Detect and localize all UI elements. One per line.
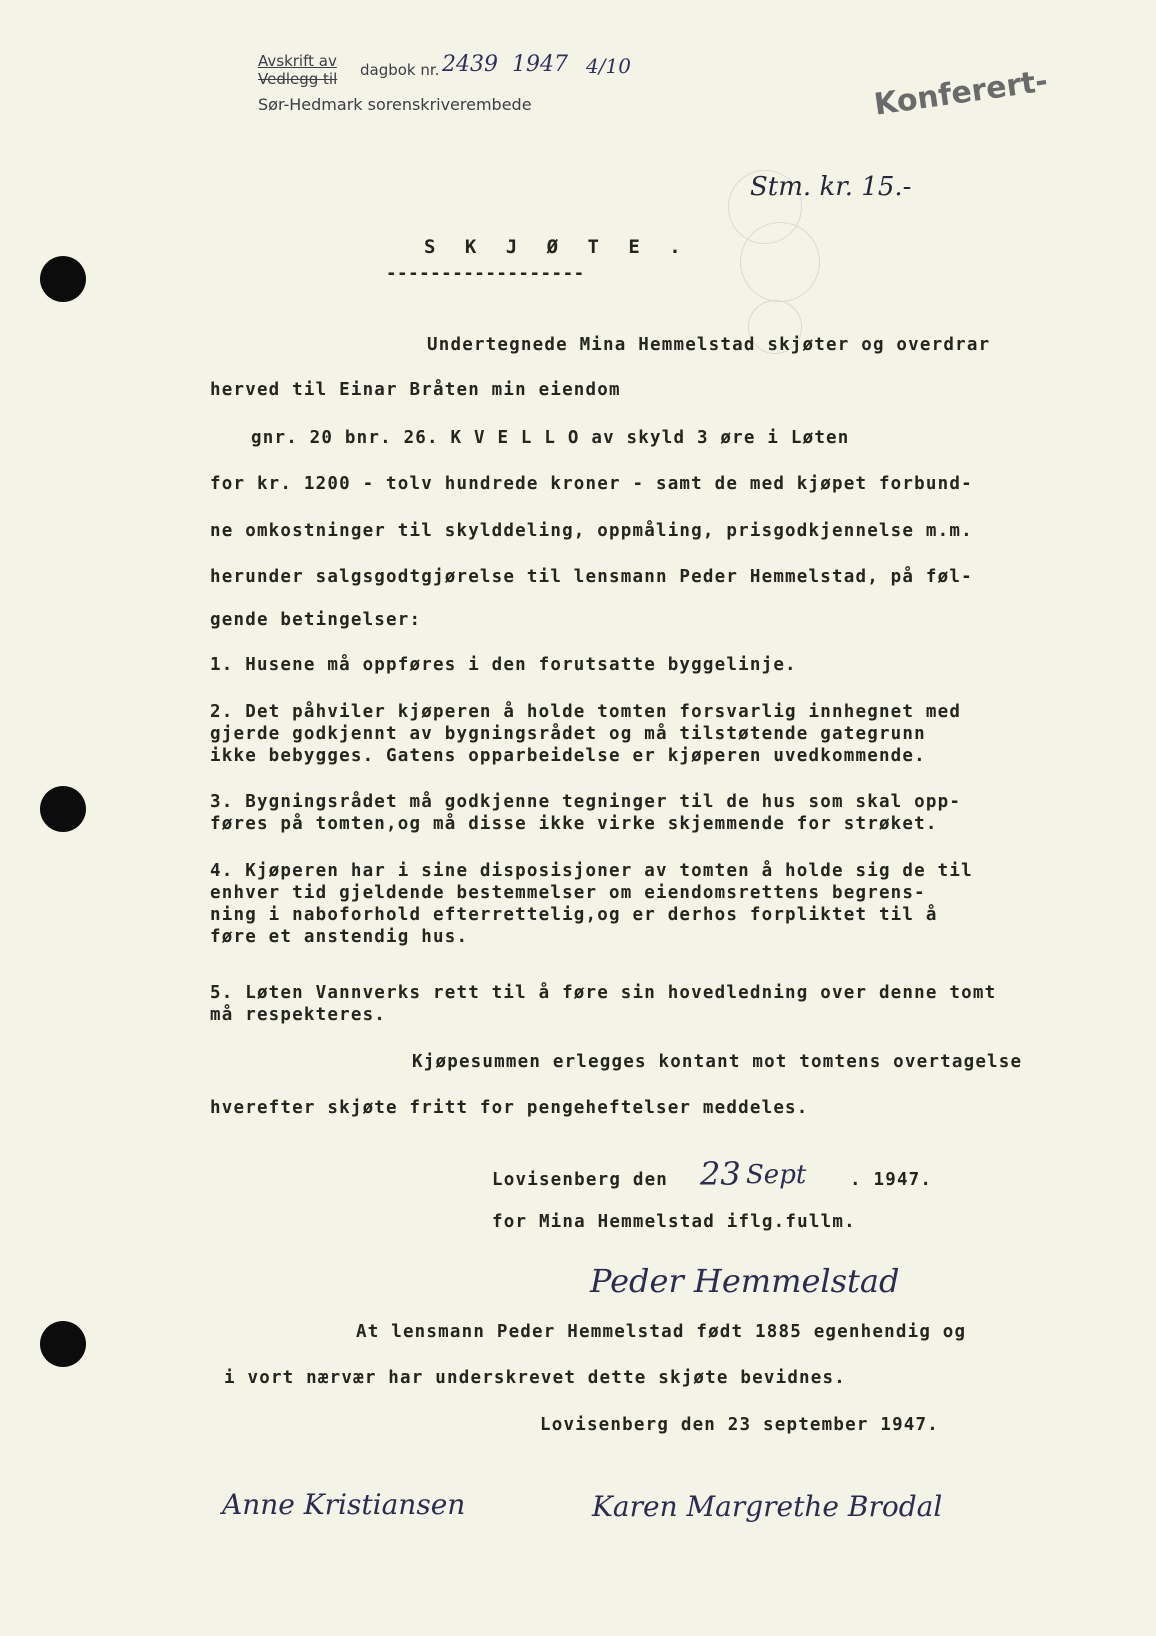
office-name: Sør-Hedmark sorenskriverembede xyxy=(258,95,532,114)
konferert-stamp: Konferert- xyxy=(872,63,1050,123)
faint-circle-mark xyxy=(740,222,820,302)
property-line: gnr. 20 bnr. 26. K V E L L O av skyld 3 øre i Løten xyxy=(251,428,850,448)
body-line: ne omkostninger til skylddeling, oppmåling, prisgodkjennelse m.m. xyxy=(210,521,973,541)
body-line: herved til Einar Bråten min eiendom xyxy=(210,380,621,400)
proxy-line: for Mina Hemmelstad iflg.fullm. xyxy=(492,1212,856,1232)
dagbok-label: dagbok nr. xyxy=(360,61,440,79)
condition-4-line: ning i naboforhold efterrettelig,og er derhos forpliktet til å xyxy=(210,905,938,925)
body-line: for kr. 1200 - tolv hundrede kroner - samt de med kjøpet forbund- xyxy=(210,474,973,494)
payment-line: hverefter skjøte fritt for pengeheftelser meddeles. xyxy=(210,1098,809,1118)
condition-4-line: enhver tid gjeldende bestemmelser om eiendomsrettens begrens- xyxy=(210,883,926,903)
condition-2-line: gjerde godkjennt av bygningsrådet og må tilstøtende gategrunn xyxy=(210,724,926,744)
witness-signature-1: Anne Kristiansen xyxy=(222,1488,466,1521)
payment-line: Kjøpesummen erlegges kontant mot tomtens overtagelse xyxy=(412,1052,1023,1072)
signature-peder-hemmelstad: Peder Hemmelstad xyxy=(590,1262,900,1300)
body-line: gende betingelser: xyxy=(210,610,422,630)
fee-note: Stm. kr. 15.- xyxy=(750,172,912,202)
punch-hole-top xyxy=(40,256,86,302)
place-date-year: . 1947. xyxy=(850,1170,933,1190)
condition-3-line: føres på tomten,og må disse ikke virke skjemmende for strøket. xyxy=(210,814,938,834)
condition-2-line: ikke bebygges. Gatens opparbeidelse er kjøperen uvedkommende. xyxy=(210,746,926,766)
document-title: S K J Ø T E . xyxy=(424,236,690,258)
place-date-day: 23 xyxy=(700,1155,741,1193)
body-line: herunder salgsgodtgjørelse til lensmann Peder Hemmelstad, på føl- xyxy=(210,567,973,587)
witness-line: At lensmann Peder Hemmelstad født 1885 egenhendig og xyxy=(356,1322,967,1342)
witness-signature-2: Karen Margrethe Brodal xyxy=(592,1490,943,1523)
dagbok-date: 4/10 xyxy=(586,54,631,78)
punch-hole-bottom xyxy=(40,1321,86,1367)
condition-5-line: må respekteres. xyxy=(210,1005,387,1025)
body-line: Undertegnede Mina Hemmelstad skjøter og overdrar xyxy=(427,335,991,355)
title-underline: ------------------ xyxy=(386,264,585,284)
avskrift-label: Avskrift av xyxy=(258,52,337,70)
witness-line: i vort nærvær har underskrevet dette skjøte bevidnes. xyxy=(224,1368,847,1388)
condition-1: 1. Husene må oppføres i den forutsatte byggelinje. xyxy=(210,655,797,675)
punch-hole-middle xyxy=(40,786,86,832)
condition-4-line: 4. Kjøperen har i sine disposisjoner av tomten å holde sig de til xyxy=(210,861,973,881)
condition-4-line: føre et anstendig hus. xyxy=(210,927,469,947)
condition-3-line: 3. Bygningsrådet må godkjenne tegninger til de hus som skal opp- xyxy=(210,792,962,812)
condition-5-line: 5. Løten Vannverks rett til å føre sin hovedledning over denne tomt xyxy=(210,983,997,1003)
vedlegg-label: Vedlegg til xyxy=(258,70,338,88)
place-date-month: Sept xyxy=(746,1160,807,1190)
dagbok-year: 1947 xyxy=(512,52,568,77)
place-date-prefix: Lovisenberg den xyxy=(492,1170,669,1190)
dagbok-number: 2439 xyxy=(442,52,498,77)
witness-date: Lovisenberg den 23 september 1947. xyxy=(540,1415,940,1435)
condition-2-line: 2. Det påhviler kjøperen å holde tomten forsvarlig innhegnet med xyxy=(210,702,962,722)
